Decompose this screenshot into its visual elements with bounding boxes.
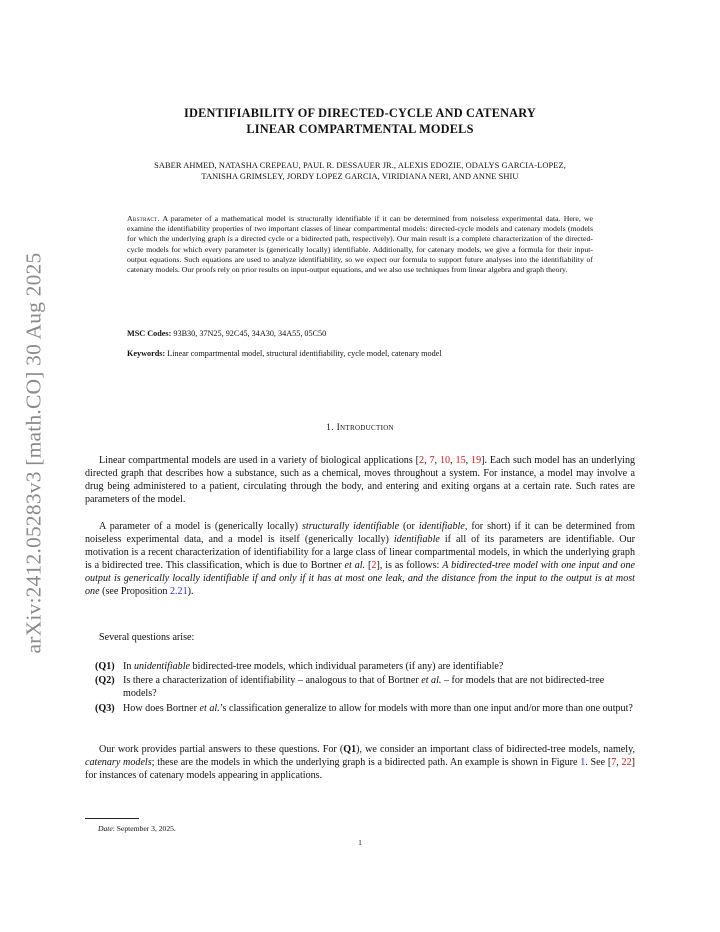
para2-theorem: A bidirected-tree model with one input and one output is generically locally identifiable if and only if it has at most one leak, and the distance from the input to the output is at most one bbox=[85, 560, 635, 598]
citation-link[interactable]: 10 bbox=[439, 455, 451, 466]
authors-line-1: SABER AHMED, NATASHA CREPEAU, PAUL R. DESSAUER JR., ALEXIS EDOZIE, ODALYS GARCIA-LOPEZ, bbox=[154, 161, 566, 170]
question-text: In unidentifiable bidirected-tree models, which individual parameters (if any) are identifiable? bbox=[123, 661, 504, 672]
abstract-text: A parameter of a mathematical model is structurally identifiable if it can be determined from noiseless experimental data. Here, we examine the identifiability properties of two important classes of linear compartmental models: directed-cycle models and catenary models (models for which the underlying graph is a directed cycle or a bidirected path, respectively). Our main result is a complete characterization of the directed-cycle models for which every parameter is (generically locally) identifiable. Additionally, for catenary models, we give a formula for their input-output equations. Such equations are used to analyze identifiability, so we expect our formula to support future analyses into the identifiability of catenary models. Our proofs rely on prior results on input-output equations, and we also use techniques from linear algebra and graph theory. bbox=[127, 214, 593, 275]
figure-link[interactable]: 1 bbox=[580, 757, 586, 769]
keywords-value: Linear compartmental model, structural identifiability, cycle model, catenary model bbox=[167, 349, 442, 358]
arxiv-identifier: arXiv:2412.05283v3 [math.CO] 30 Aug 2025 bbox=[21, 252, 46, 653]
intro-paragraph-3 bbox=[85, 631, 635, 644]
para4-text: ), we consider an important class of bidirected-tree models, namely, bbox=[356, 744, 635, 755]
para1-text-b: ]. Each such model has an underlying directed graph that describes how a substance, such as a chemical, moves throughout a system. For instance, a model may involve a drug being administered to a patient, circulating through the body, and entering and exiting organs at a certain rate. Such rates are parameters of the model. bbox=[85, 455, 636, 506]
para4-text: ] for instances of catenary models appearing in applications. bbox=[85, 757, 635, 782]
para4-text: ; these are the models in which the underlying graph is a bidirected path. An example is shown in Figure bbox=[151, 757, 581, 769]
paper-title bbox=[100, 105, 620, 137]
footnote-rule bbox=[85, 818, 139, 819]
citation-link[interactable]: 7 bbox=[611, 757, 617, 769]
title-line-2: LINEAR COMPARTMENTAL MODELS bbox=[246, 122, 474, 136]
section-number: 1. bbox=[326, 422, 334, 433]
title-line-1: IDENTIFIABILITY OF DIRECTED-CYCLE AND CATENARY bbox=[184, 106, 536, 120]
para2-text: A parameter of a model is (generically locally) bbox=[99, 521, 302, 532]
para4-text: Our work provides partial answers to these questions. For ( bbox=[99, 744, 344, 755]
citation-link[interactable]: 19 bbox=[471, 455, 482, 466]
abstract bbox=[127, 214, 593, 275]
keywords bbox=[127, 349, 593, 358]
authors-line-2: TANISHA GRIMSLEY, JORDY LOPEZ GARCIA, VIRIDIANA NERI, AND ANNE SHIU bbox=[201, 172, 519, 181]
keywords-label: Keywords: bbox=[127, 349, 166, 358]
para2-text: if all of its parameters are identifiable. Our motivation is a recent characterization of identifiability for a large class of linear compartmental models, in which the underlying graph is a bidirected tree. This classification, which is due to Bortner bbox=[85, 534, 635, 572]
para2-emph: identifiable bbox=[418, 521, 465, 532]
arxiv-sidebar bbox=[18, 240, 50, 665]
abstract-label: Abstract. bbox=[127, 214, 160, 223]
question-item bbox=[95, 674, 635, 700]
citation-link[interactable]: 7 bbox=[429, 455, 435, 466]
para1-text-a: Linear compartmental models are used in a variety of biological applications [ bbox=[99, 455, 420, 466]
section-title: Introduction bbox=[336, 422, 394, 433]
intro-paragraph-1: Linear compartmental models are used in a variety of biological applications [2, 7, 10, 15, 19]. Each such model has an underlying directed graph that describes how a substance, such as a chemical, moves throughout a system. For instance, a model may involve a drug being administered to a patient, circulating through the body, and entering and exiting organs at a certain rate. Such rates are parameters of the model. bbox=[85, 455, 636, 506]
proposition-link[interactable]: 2.21 bbox=[169, 586, 188, 598]
para4-bold: Q1 bbox=[343, 744, 357, 755]
question-label: (Q3) bbox=[95, 703, 115, 714]
msc-value: 93B30, 37N25, 92C45, 34A30, 34A55, 05C50 bbox=[173, 329, 327, 338]
question-label: (Q2) bbox=[95, 675, 115, 686]
intro-paragraph-4: Our work provides partial answers to these questions. For (Q1), we consider an important class of bidirected-tree models, namely, catenary models; these are the models in which the underlying graph is a bidirected path. An example is shown in Figure 1. See [7, 22] for instances of catenary models appearing in applications. bbox=[85, 744, 635, 782]
question-item bbox=[95, 702, 635, 715]
question-text: Is there a characterization of identifiability – analogous to that of Bortner et al. – for models that are not bidirected-tree models? bbox=[123, 675, 605, 700]
question-text: How does Bortner et al.’s classification generalize to allow for models with more than one input and/or more than one output? bbox=[123, 703, 633, 714]
question-item bbox=[95, 660, 635, 673]
footnote bbox=[98, 824, 176, 833]
para2-text: [ bbox=[365, 560, 372, 572]
footnote-label: Date bbox=[98, 824, 113, 833]
para2-emph: et al. bbox=[344, 560, 366, 572]
page-number: 1 bbox=[358, 838, 362, 847]
para2-emph: structurally identifiable bbox=[301, 521, 400, 532]
para2-emph: identifiable bbox=[393, 534, 440, 546]
para2-text: (or bbox=[399, 521, 419, 532]
para2-text: ). bbox=[187, 586, 194, 598]
footnote-text: : September 3, 2025. bbox=[112, 824, 176, 833]
para3-text: Several questions arise: bbox=[99, 632, 195, 643]
intro-paragraph-2 bbox=[85, 520, 635, 599]
msc-codes bbox=[127, 329, 593, 338]
author-list bbox=[80, 160, 640, 182]
citation-link[interactable]: 2 bbox=[371, 560, 377, 572]
section-heading bbox=[100, 422, 620, 433]
para2-text: ], is as follows: bbox=[376, 560, 443, 572]
question-label: (Q1) bbox=[95, 661, 115, 672]
msc-label: MSC Codes: bbox=[127, 329, 172, 338]
citation-link[interactable]: 22 bbox=[621, 757, 632, 769]
para2-text: , for short) if it can be determined from noiseless experimental data, and a model is itself (generically locally) bbox=[85, 521, 635, 546]
para4-text: . See [ bbox=[585, 757, 612, 769]
citation-link[interactable]: 15 bbox=[455, 455, 466, 466]
para2-text: (see Proposition bbox=[99, 586, 170, 598]
citation-link[interactable]: 2 bbox=[419, 455, 425, 466]
para4-emph: catenary models bbox=[85, 757, 152, 769]
